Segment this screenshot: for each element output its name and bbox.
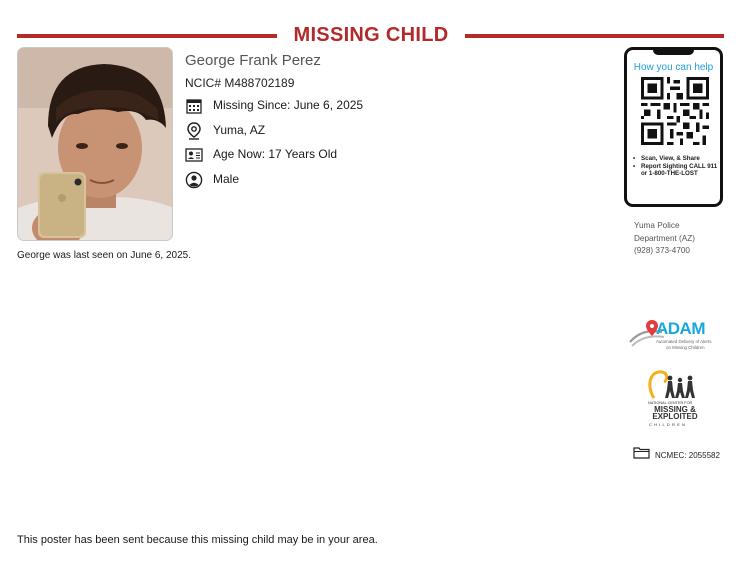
case-number-text: NCMEC: 2055582 bbox=[655, 450, 720, 460]
header-rule-left bbox=[17, 34, 277, 38]
ncmec-line2: MISSING & EXPLOITED bbox=[652, 405, 698, 421]
ncmec-logo bbox=[646, 368, 702, 430]
sex: Male bbox=[213, 172, 240, 186]
adam-wordmark: ADAM bbox=[656, 319, 705, 338]
case-number bbox=[633, 446, 720, 464]
location-pin-icon bbox=[185, 122, 203, 140]
help-list bbox=[631, 155, 719, 178]
ncmec-figures-icon bbox=[646, 368, 702, 400]
qr-code[interactable] bbox=[641, 77, 709, 150]
age-row bbox=[185, 145, 338, 165]
ncmec-line3: CHILDREN bbox=[649, 422, 688, 427]
id-card-icon bbox=[185, 146, 203, 164]
agency-name-line2: Department (AZ) bbox=[634, 233, 695, 243]
adam-subtitle-1: Automated Delivery of Alerts bbox=[656, 339, 712, 344]
help-item: • Report Sighting CALL 911 or 1-800-THE-LOST bbox=[631, 163, 719, 178]
help-item: • Scan, View, & Share bbox=[631, 155, 719, 163]
person-icon bbox=[185, 171, 203, 189]
help-card bbox=[624, 47, 723, 207]
ncic-number: NCIC# M488702189 bbox=[185, 76, 295, 90]
poster-footer: This poster has been sent because this missing child may be in your area. bbox=[17, 534, 378, 546]
location-row bbox=[185, 121, 266, 141]
adam-logo bbox=[628, 318, 720, 354]
sex-row bbox=[185, 170, 240, 190]
child-photo bbox=[17, 47, 173, 241]
child-name: George Frank Perez bbox=[185, 52, 321, 69]
phone-notch bbox=[653, 49, 694, 55]
missing-since: Missing Since: June 6, 2025 bbox=[213, 98, 364, 112]
ncmec-line1: NATIONAL CENTER FOR bbox=[648, 401, 693, 405]
help-heading: How you can help bbox=[633, 62, 714, 73]
age-now: Age Now: 17 Years Old bbox=[213, 147, 338, 161]
agency-contact bbox=[634, 220, 695, 258]
last-seen-text: George was last seen on June 6, 2025. bbox=[17, 250, 192, 261]
adam-subtitle-2: on Missing Children bbox=[666, 345, 705, 350]
poster-title: MISSING CHILD bbox=[293, 24, 449, 46]
folder-icon bbox=[633, 446, 650, 464]
missing-since-row bbox=[185, 96, 364, 116]
agency-name-line1: Yuma Police bbox=[634, 221, 680, 230]
last-location: Yuma, AZ bbox=[213, 123, 266, 137]
calendar-icon bbox=[185, 97, 203, 115]
agency-phone[interactable]: (928) 373-4700 bbox=[634, 246, 690, 255]
header-rule-right bbox=[465, 34, 724, 38]
